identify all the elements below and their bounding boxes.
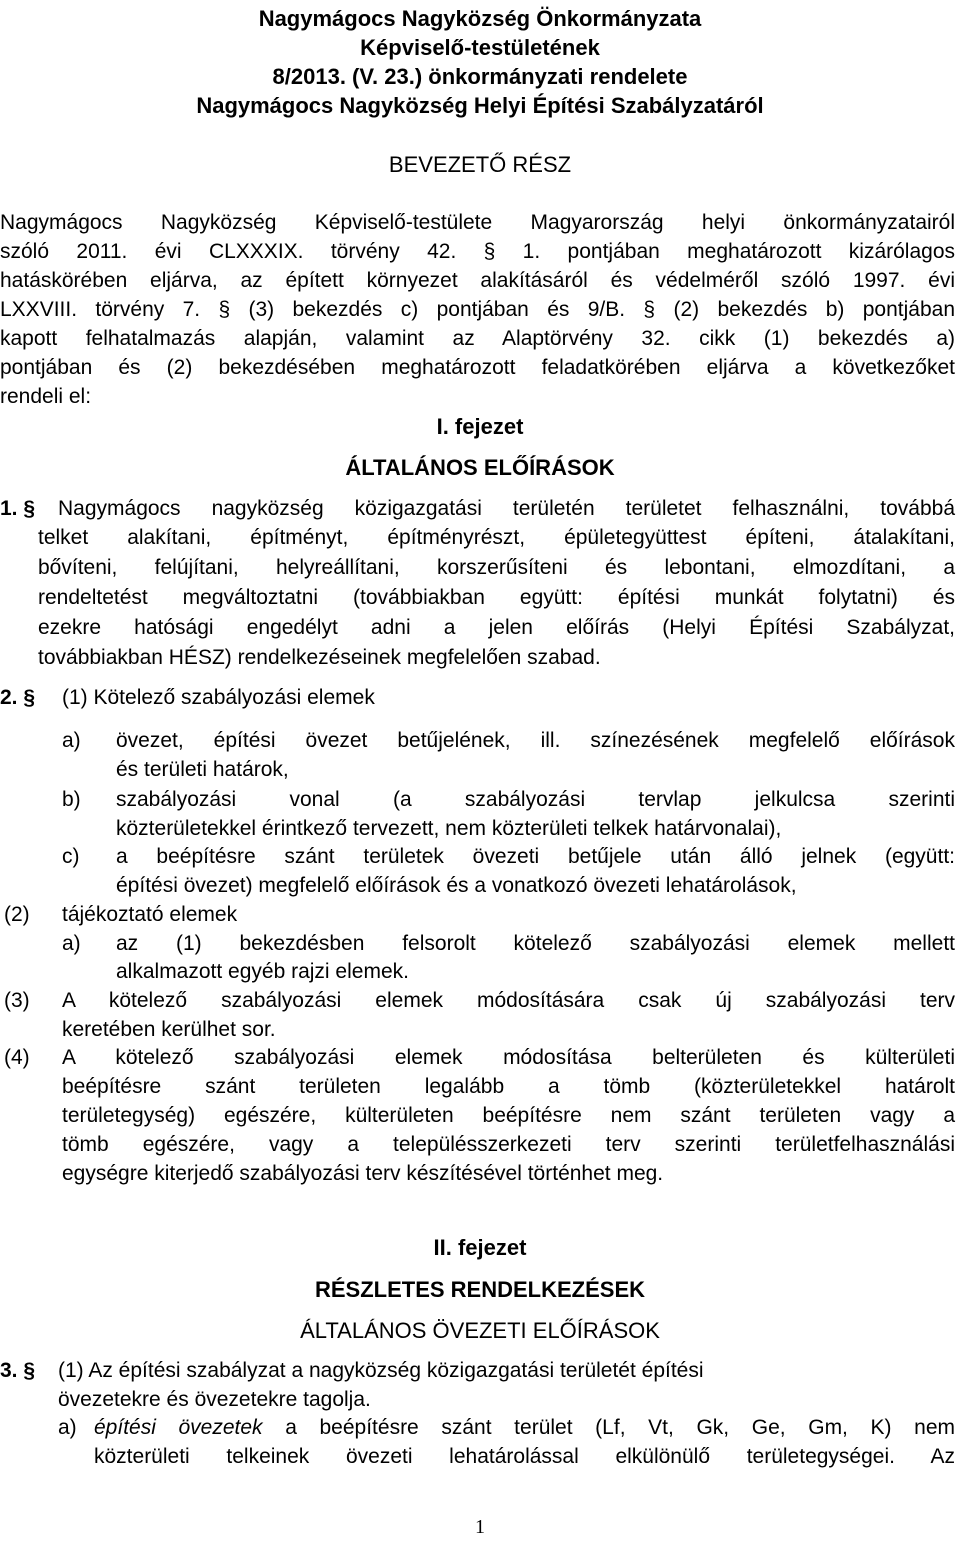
sub-3-mark: (3) [4,989,30,1012]
sub-2-mark: (2) [4,903,30,926]
zone-term: építési övezetek [94,1416,263,1439]
chapter-2-subtitle: ÁLTALÁNOS ÖVEZETI ELŐÍRÁSOK [300,1318,660,1343]
section-1-line-2: telket alakítani, építményt, építményrészt, épületegyüttest építeni, átalakítani, [38,526,955,549]
municipality-name: Nagymágocs Nagyközség Önkormányzata [258,6,702,31]
sub-4-line-3: területegység) egészére, külterületen beépítésre nem szánt területen vagy a [62,1104,955,1127]
intro-line-3: hatáskörében eljárva, az épített környezet alakításáról és védelméről szóló 1997. évi [0,269,955,292]
item-c-mark: c) [62,845,80,868]
decree-number: 8/2013. (V. 23.) önkormányzati rendelete [272,64,688,89]
chapter-2-number: II. fejezet [433,1235,527,1260]
item-b-line-1: szabályozási vonal (a szabályozási tervlap jelkulcsa szerinti [116,788,955,811]
item-a-mark: a) [62,729,81,752]
intro-line-7: rendeli el: [0,385,92,408]
section-2-heading: (1) Kötelező szabályozási elemek [62,686,375,709]
item-c-line-1: a beépítésre szánt területek övezeti betűjele után álló jelnek (együtt: [116,845,955,868]
decree-title: Nagymágocs Nagyközség Helyi Építési Szabályzatáról [196,93,764,118]
intro-line-6: pontjában és (2) bekezdésében meghatározott feladatkörében eljárva a következőket [0,356,955,379]
page-number: 1 [475,1516,485,1538]
sub-2-item-line-1: az (1) bekezdésben felsorolt kötelező szabályozási elemek mellett [116,932,955,955]
item-a-line-2: és területi határok, [116,758,289,781]
intro-heading: BEVEZETŐ RÉSZ [388,152,572,177]
item-b-line-2: közterületekkel érintkező tervezett, nem közterületi telkek határvonalai), [116,817,782,840]
chapter-1-title: ÁLTALÁNOS ELŐÍRÁSOK [345,455,615,480]
chapter-2-title: RÉSZLETES RENDELKEZÉSEK [314,1277,646,1302]
intro-line-5: kapott felhatalmazás alapján, valamint az Alaptörvény 32. cikk (1) bekezdés a) [0,327,955,350]
section-3-line-2: övezetekre és övezetekre tagolja. [58,1388,371,1411]
section-3-item-a-line-1 [94,1414,955,1442]
sub-4-line-4: tömb egészére, vagy a településszerkezeti terv szerinti területfelhasználási [62,1133,955,1156]
section-1-line-5: ezekre hatósági engedélyt adni a jelen előírás (Helyi Építési Szabályzat, [38,616,955,639]
sub-3-line-2: keretében kerülhet sor. [62,1018,276,1041]
chapter-1-number: I. fejezet [436,414,524,439]
intro-line-4: LXXVIII. törvény 7. § (3) bekezdés c) pontjában és 9/B. § (2) bekezdés b) pontjában [0,298,955,321]
sub-4-line-1: A kötelező szabályozási elemek módosítása belterületen és külterületi [62,1046,955,1069]
section-1-label: 1. § [0,497,36,520]
section-1-line-1: Nagymágocs nagyközség közigazgatási területén területet felhasználni, továbbá [58,497,955,520]
intro-line-1: Nagymágocs Nagyközség Képviselő-testülete Magyarország helyi önkormányzatairól [0,211,955,234]
section-3-item-a-mark: a) [58,1416,77,1439]
section-1-line-6: továbbiakban HÉSZ) rendelkezéseinek megfelelően szabad. [38,646,601,669]
intro-line-2: szóló 2011. évi CLXXXIX. törvény 42. § 1. pontjában meghatározott kizárólagos [0,240,955,263]
section-3-label: 3. § [0,1359,36,1382]
section-2-label: 2. § [0,686,36,709]
section-3-item-a-line-2: közterületi telkeinek övezeti lehatárolással elkülönülő területegységei. Az [94,1445,955,1468]
sub-4-line-2: beépítésre szánt területen legalább a tömb (közterületekkel határolt [62,1075,955,1098]
section-3-line-1: (1) Az építési szabályzat a nagyközség közigazgatási területét építési [58,1359,704,1382]
sub-3-line-1: A kötelező szabályozási elemek módosítására csak új szabályozási terv [62,989,955,1012]
sub-2-item-mark: a) [62,932,81,955]
zone-definition: a beépítésre szánt terület (Lf, Vt, Gk, Ge, Gm, K) nem [262,1416,956,1439]
sub-2-heading: tájékoztató elemek [62,903,238,926]
sub-4-line-5: egységre kiterjedő szabályozási terv készítésével történhet meg. [62,1162,664,1185]
item-a-line-1: övezet, építési övezet betűjelének, ill. színezésének megfelelő előírások [116,729,955,752]
section-1-line-3: bővíteni, felújítani, helyreállítani, korszerűsíteni és lebontani, elmozdítani, a [38,556,955,579]
item-c-line-2: építési övezet) megfelelő előírások és a vonatkozó övezeti lehatárolások, [116,874,797,897]
sub-4-mark: (4) [4,1046,30,1069]
section-1-line-4: rendeltetést megváltoztatni (továbbiakban együtt: építési munkát folytatni) és [38,586,955,609]
council-name: Képviselő-testületének [360,35,600,60]
item-b-mark: b) [62,788,81,811]
sub-2-item-line-2: alkalmazott egyéb rajzi elemek. [116,960,409,983]
